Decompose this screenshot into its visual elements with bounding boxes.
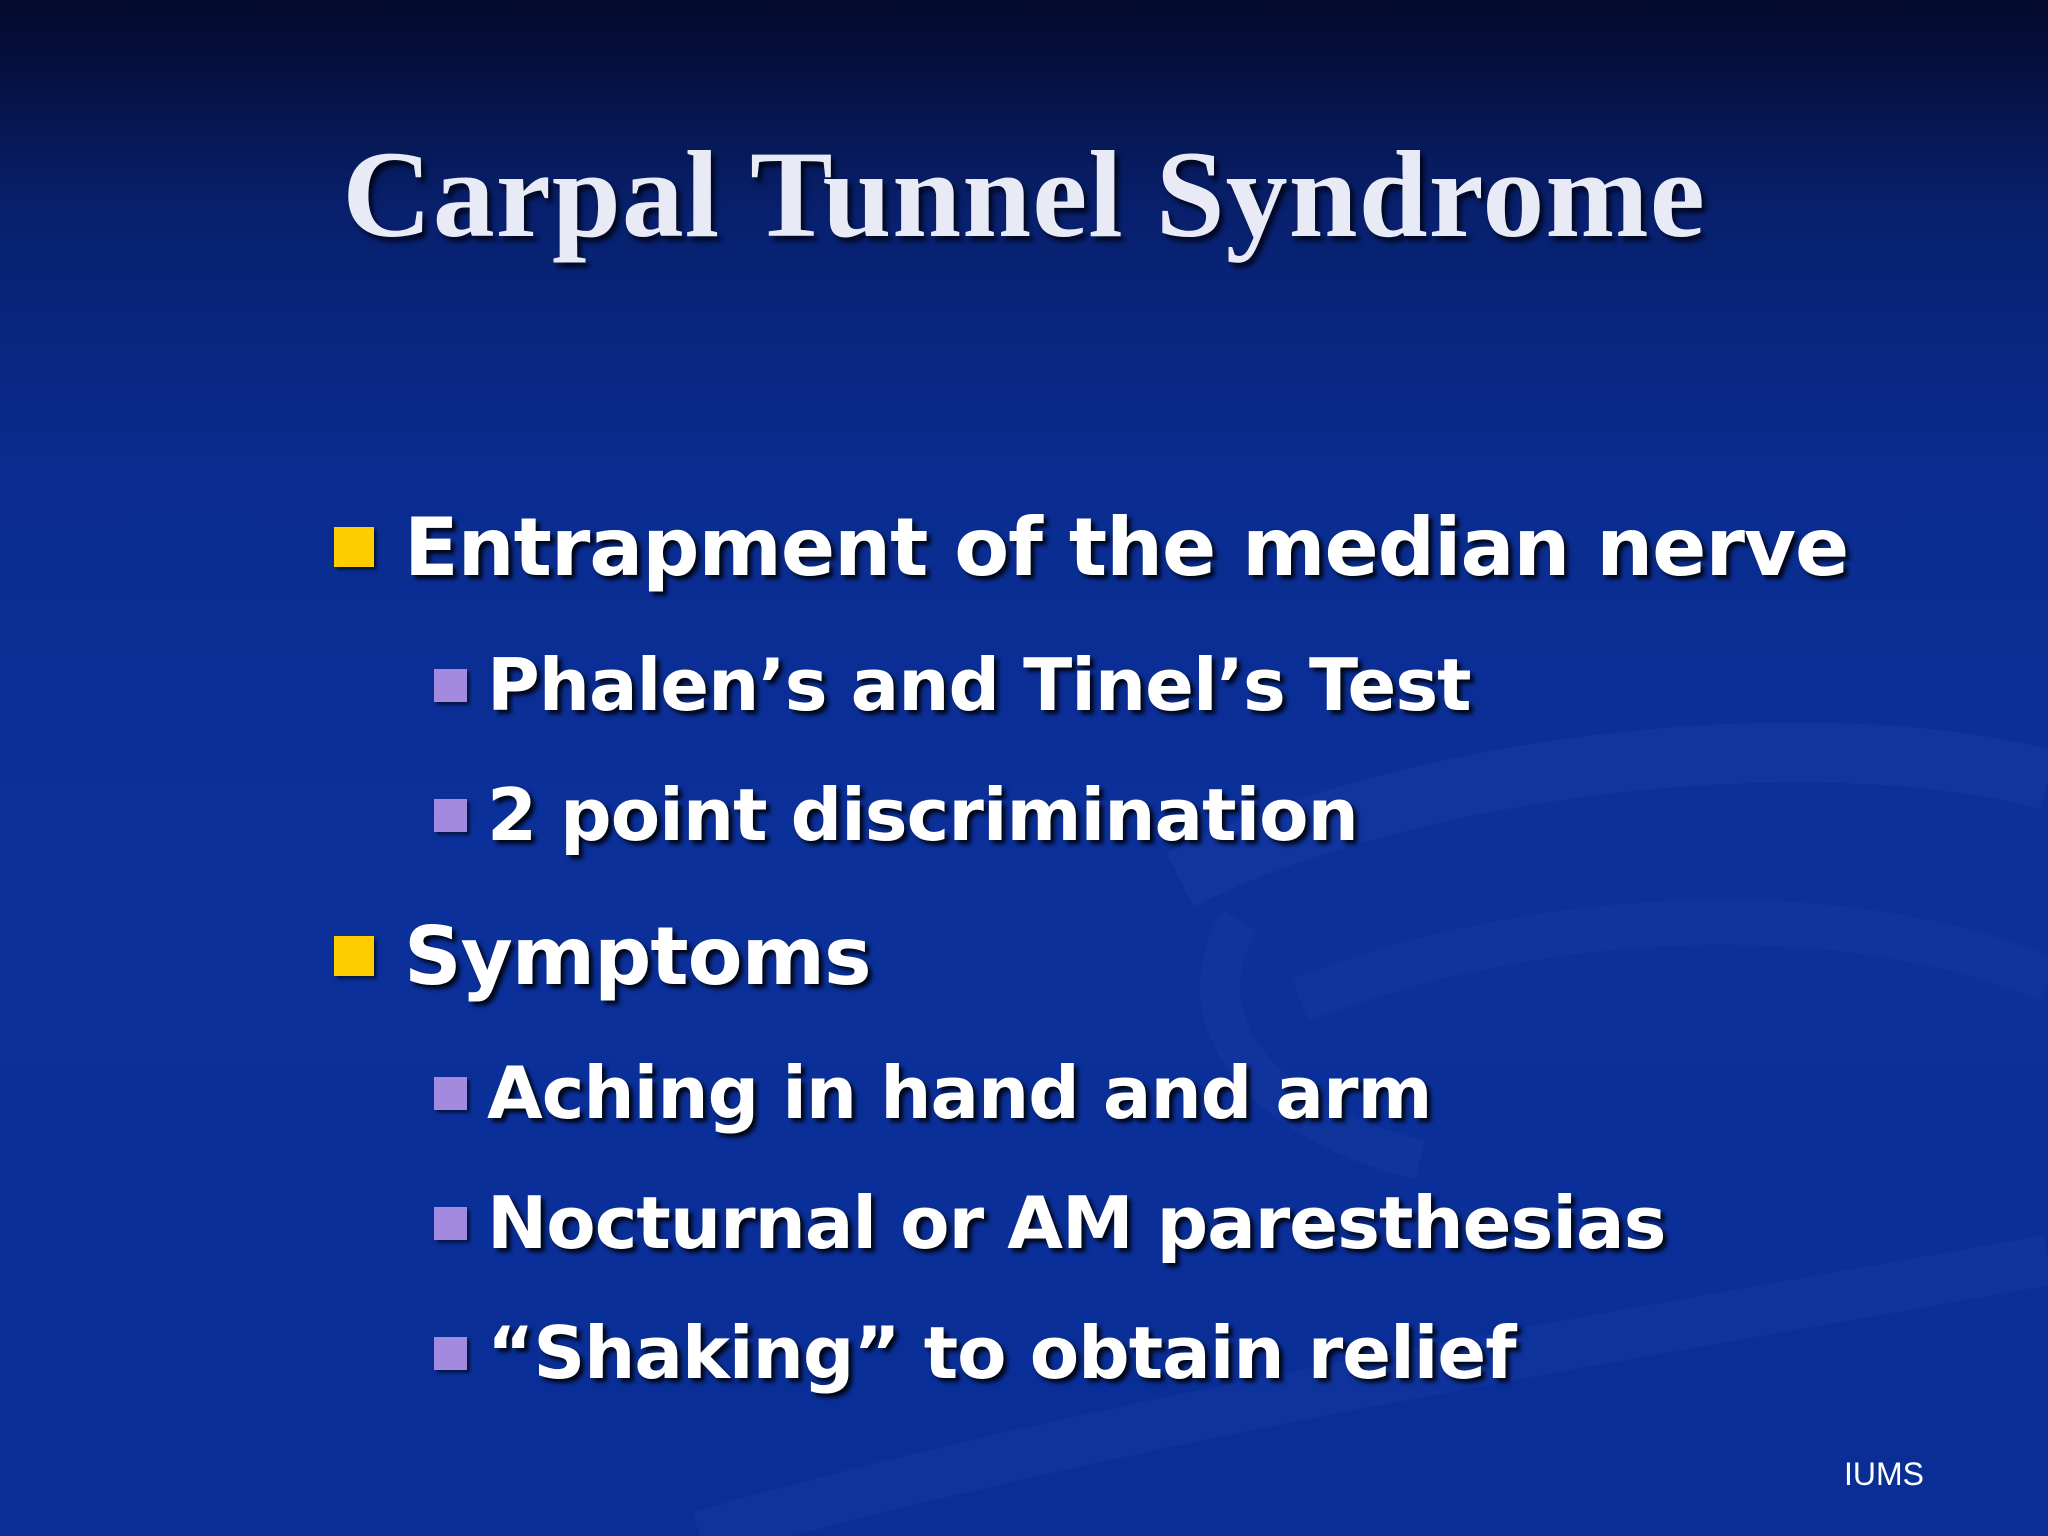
square-bullet-icon [334,936,374,976]
square-bullet-icon [434,669,467,702]
square-bullet-icon [434,1337,467,1370]
footer-label: IUMS [1844,1456,1924,1492]
bullet-text: Phalen’s and Tinel’s Test [487,643,1471,727]
square-bullet-icon [434,799,467,832]
bullet-text: “Shaking” to obtain relief [487,1311,1516,1395]
bullet-text: Aching in hand and arm [487,1051,1432,1135]
bullet-item-symptoms [334,906,871,1006]
bullet-text: Symptoms [404,909,871,1003]
bullet-item-paresthesias [434,1178,1665,1268]
bullet-item-two-point [434,770,1358,860]
bullet-text: Nocturnal or AM paresthesias [487,1181,1666,1265]
bullet-text: Entrapment of the median nerve [404,500,1849,594]
square-bullet-icon [434,1207,467,1240]
square-bullet-icon [334,527,374,567]
bullet-item-shaking [434,1308,1516,1398]
slide-title: Carpal Tunnel Syndrome [342,126,1706,263]
bullet-item-phalen-tinel [434,640,1471,730]
bullet-text: 2 point discrimination [487,773,1358,857]
square-bullet-icon [434,1077,467,1110]
bullet-item-aching [434,1048,1431,1138]
bullet-item-median-nerve [334,497,1848,597]
